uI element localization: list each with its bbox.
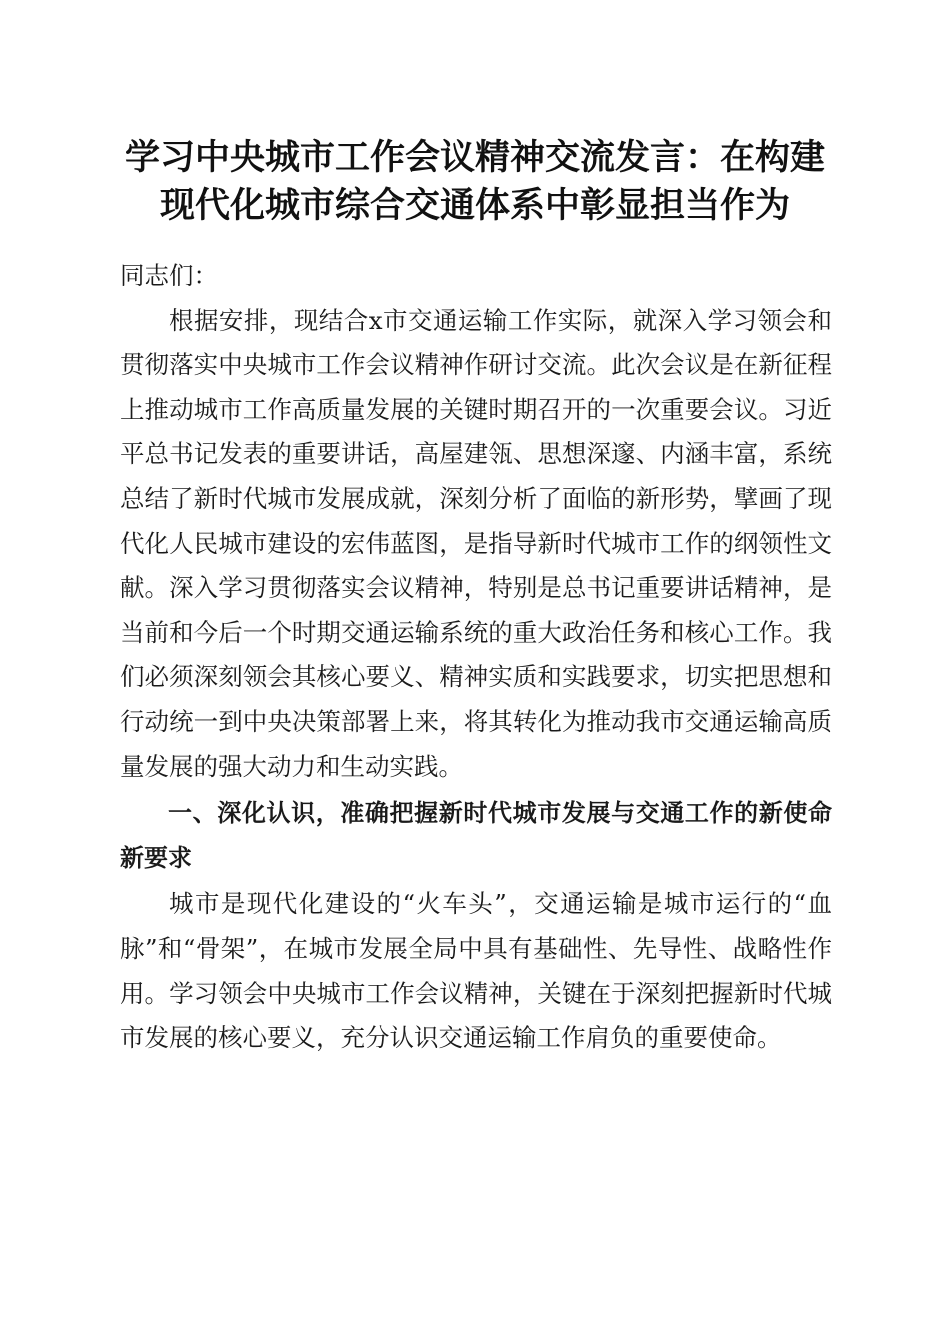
- salutation: 同志们：: [120, 261, 218, 290]
- document-body: [120, 254, 832, 1061]
- title-line-1: 学习中央城市工作会议精神交流发言：在构建: [124, 137, 825, 178]
- title-line-2: 现代化城市综合交通体系中彰显担当作为: [159, 185, 790, 226]
- section-heading-1: 一、深化认识，准确把握新时代城市发展与交通工作的新使命新要求: [120, 799, 832, 872]
- paragraph-section-1: 城市是现代化建设的“火车头”，交通运输是城市运行的“血脉”和“骨架”，在城市发展全局中具有基础性、先导性、战略性作用。学习领会中央城市工作会议精神，关键在于深刻把握新时代城市发展的核心要义，充分认识交通运输工作肩负的重要使命。: [120, 889, 832, 1053]
- document-title: [80, 134, 870, 230]
- paragraph-intro: 根据安排，现结合x市交通运输工作实际，就深入学习领会和贯彻落实中央城市工作会议精神作研讨交流。此次会议是在新征程上推动城市工作高质量发展的关键时期召开的一次重要会议。习近平总书记发表的重要讲话，高屋建瓴、思想深邃、内涵丰富，系统总结了新时代城市发展成就，深刻分析了面临的新形势，擘画了现代化人民城市建设的宏伟蓝图，是指导新时代城市工作的纲领性文献。深入学习贯彻落实会议精神，特别是总书记重要讲话精神，是当前和今后一个时期交通运输系统的重大政治任务和核心工作。我们必须深刻领会其核心要义、精神实质和实践要求，切实把思想和行动统一到中央决策部署上来，将其转化为推动我市交通运输高质量发展的强大动力和生动实践。: [120, 305, 832, 781]
